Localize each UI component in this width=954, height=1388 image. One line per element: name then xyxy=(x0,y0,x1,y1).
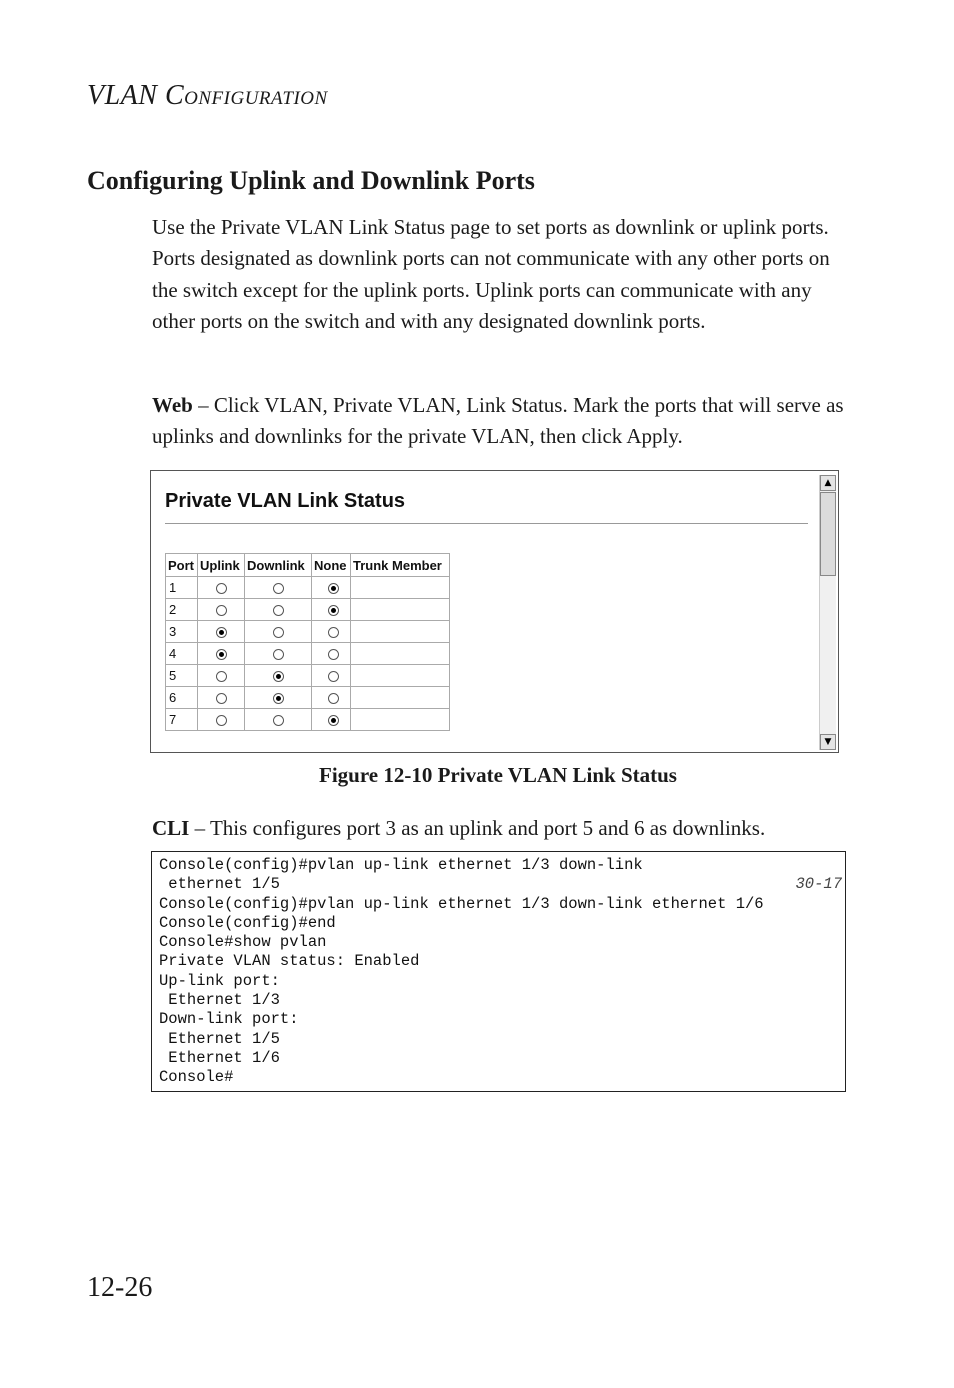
radio-uplink[interactable] xyxy=(216,583,227,594)
table-row xyxy=(166,599,450,621)
radio-downlink[interactable] xyxy=(273,671,284,682)
screenshot-title: Private VLAN Link Status xyxy=(165,490,406,512)
cell-none xyxy=(312,687,351,709)
column-header-port: Port xyxy=(166,554,198,577)
radio-uplink[interactable] xyxy=(216,671,227,682)
table-row xyxy=(166,709,450,731)
trunk-member-cell xyxy=(351,643,450,665)
port-number: 7 xyxy=(166,709,198,731)
screenshot-divider xyxy=(165,523,808,524)
cell-downlink xyxy=(245,577,312,599)
cli-text: – This configures port 3 as an uplink and port 5 and 6 as downlinks. xyxy=(189,816,766,840)
table-row xyxy=(166,577,450,599)
code-line: Down-link port: xyxy=(159,1010,299,1029)
cell-none xyxy=(312,599,351,621)
table-row xyxy=(166,621,450,643)
radio-none[interactable] xyxy=(328,715,339,726)
cell-none xyxy=(312,665,351,687)
screenshot-private-vlan-link-status xyxy=(150,470,839,753)
table-header-row xyxy=(166,554,450,577)
link-status-table xyxy=(165,553,450,731)
code-line: Private VLAN status: Enabled xyxy=(159,952,420,971)
radio-none[interactable] xyxy=(328,583,339,594)
radio-uplink[interactable] xyxy=(216,605,227,616)
cell-uplink xyxy=(198,665,245,687)
radio-downlink[interactable] xyxy=(273,649,284,660)
radio-downlink[interactable] xyxy=(273,715,284,726)
code-line: Ethernet 1/3 xyxy=(159,991,280,1010)
code-line: Console(config)#pvlan up-link ethernet 1/3 down-link xyxy=(159,856,643,874)
radio-downlink[interactable] xyxy=(273,693,284,704)
code-line: Ethernet 1/5 xyxy=(159,1029,280,1048)
cell-uplink xyxy=(198,687,245,709)
section-title: Configuring Uplink and Downlink Ports xyxy=(87,166,535,195)
radio-downlink[interactable] xyxy=(273,627,284,638)
web-text: – Click VLAN, Private VLAN, Link Status. Mark the ports that will serve as uplinks and downlinks for the private VLAN, then click Apply. xyxy=(152,393,844,449)
radio-uplink[interactable] xyxy=(216,715,227,726)
cell-uplink xyxy=(198,599,245,621)
trunk-member-cell xyxy=(351,665,450,687)
radio-none[interactable] xyxy=(328,627,339,638)
cell-none xyxy=(312,621,351,643)
code-line: Ethernet 1/6 xyxy=(159,1048,280,1067)
port-number: 2 xyxy=(166,599,198,621)
port-number: 5 xyxy=(166,665,198,687)
radio-downlink[interactable] xyxy=(273,583,284,594)
code-line-with-ref xyxy=(159,875,842,894)
intro-paragraph: Use the Private VLAN Link Status page to set ports as downlink or uplink ports. Ports designated as downlink ports can not communicate with any other ports on the switch except for the uplink ports. Uplink ports can communicate with any other ports on the switch and with any designated downlink ports. xyxy=(152,215,830,333)
cell-uplink xyxy=(198,709,245,731)
radio-none[interactable] xyxy=(328,671,339,682)
web-paragraph xyxy=(152,390,852,453)
code-reference: 30-17 xyxy=(795,875,842,894)
vertical-scrollbar[interactable] xyxy=(819,475,836,750)
header-title-small: ONFIGURATION xyxy=(184,88,328,109)
cell-downlink xyxy=(245,643,312,665)
cell-none xyxy=(312,643,351,665)
radio-none[interactable] xyxy=(328,605,339,616)
scrollbar-thumb[interactable] xyxy=(820,492,836,576)
code-line: Console# xyxy=(159,1068,234,1087)
code-line: Console(config)#pvlan up-link ethernet 1/3 down-link ethernet 1/6 xyxy=(159,894,764,913)
cell-downlink xyxy=(245,687,312,709)
radio-uplink[interactable] xyxy=(216,627,227,638)
cell-none xyxy=(312,577,351,599)
table-row xyxy=(166,687,450,709)
cell-uplink xyxy=(198,577,245,599)
header-title-big: VLAN C xyxy=(87,80,185,111)
port-number: 3 xyxy=(166,621,198,643)
cell-downlink xyxy=(245,599,312,621)
trunk-member-cell xyxy=(351,687,450,709)
web-label: Web xyxy=(152,393,193,417)
trunk-member-cell xyxy=(351,599,450,621)
cell-downlink xyxy=(245,665,312,687)
radio-none[interactable] xyxy=(328,693,339,704)
page-number: 12-26 xyxy=(87,1272,153,1303)
table-row xyxy=(166,643,450,665)
radio-downlink[interactable] xyxy=(273,605,284,616)
trunk-member-cell xyxy=(351,621,450,643)
port-number: 4 xyxy=(166,643,198,665)
trunk-member-cell xyxy=(351,577,450,599)
code-line: Console#show pvlan xyxy=(159,933,327,952)
scroll-up-arrow-icon[interactable]: ▲ xyxy=(820,475,836,491)
figure-caption-text: Figure 12-10 Private VLAN Link Status xyxy=(319,763,677,787)
cell-uplink xyxy=(198,643,245,665)
cli-paragraph xyxy=(152,813,852,844)
port-number: 1 xyxy=(166,577,198,599)
column-header-trunk-member: Trunk Member xyxy=(351,554,450,577)
column-header-downlink: Downlink xyxy=(245,554,312,577)
cell-none xyxy=(312,709,351,731)
figure-caption xyxy=(0,763,954,788)
code-line: ethernet 1/5 xyxy=(159,875,280,894)
scroll-down-arrow-icon[interactable]: ▼ xyxy=(820,734,836,750)
radio-uplink[interactable] xyxy=(216,649,227,660)
column-header-none: None xyxy=(312,554,351,577)
port-rows xyxy=(166,577,450,731)
cell-uplink xyxy=(198,621,245,643)
radio-none[interactable] xyxy=(328,649,339,660)
radio-uplink[interactable] xyxy=(216,693,227,704)
column-header-uplink: Uplink xyxy=(198,554,245,577)
running-header xyxy=(87,80,328,112)
cli-label: CLI xyxy=(152,816,190,840)
code-line: Console(config)#end xyxy=(159,913,336,932)
port-number: 6 xyxy=(166,687,198,709)
cli-code-block xyxy=(151,851,846,1092)
trunk-member-cell xyxy=(351,709,450,731)
cell-downlink xyxy=(245,709,312,731)
table-row xyxy=(166,665,450,687)
cell-downlink xyxy=(245,621,312,643)
code-line: Up-link port: xyxy=(159,971,280,990)
